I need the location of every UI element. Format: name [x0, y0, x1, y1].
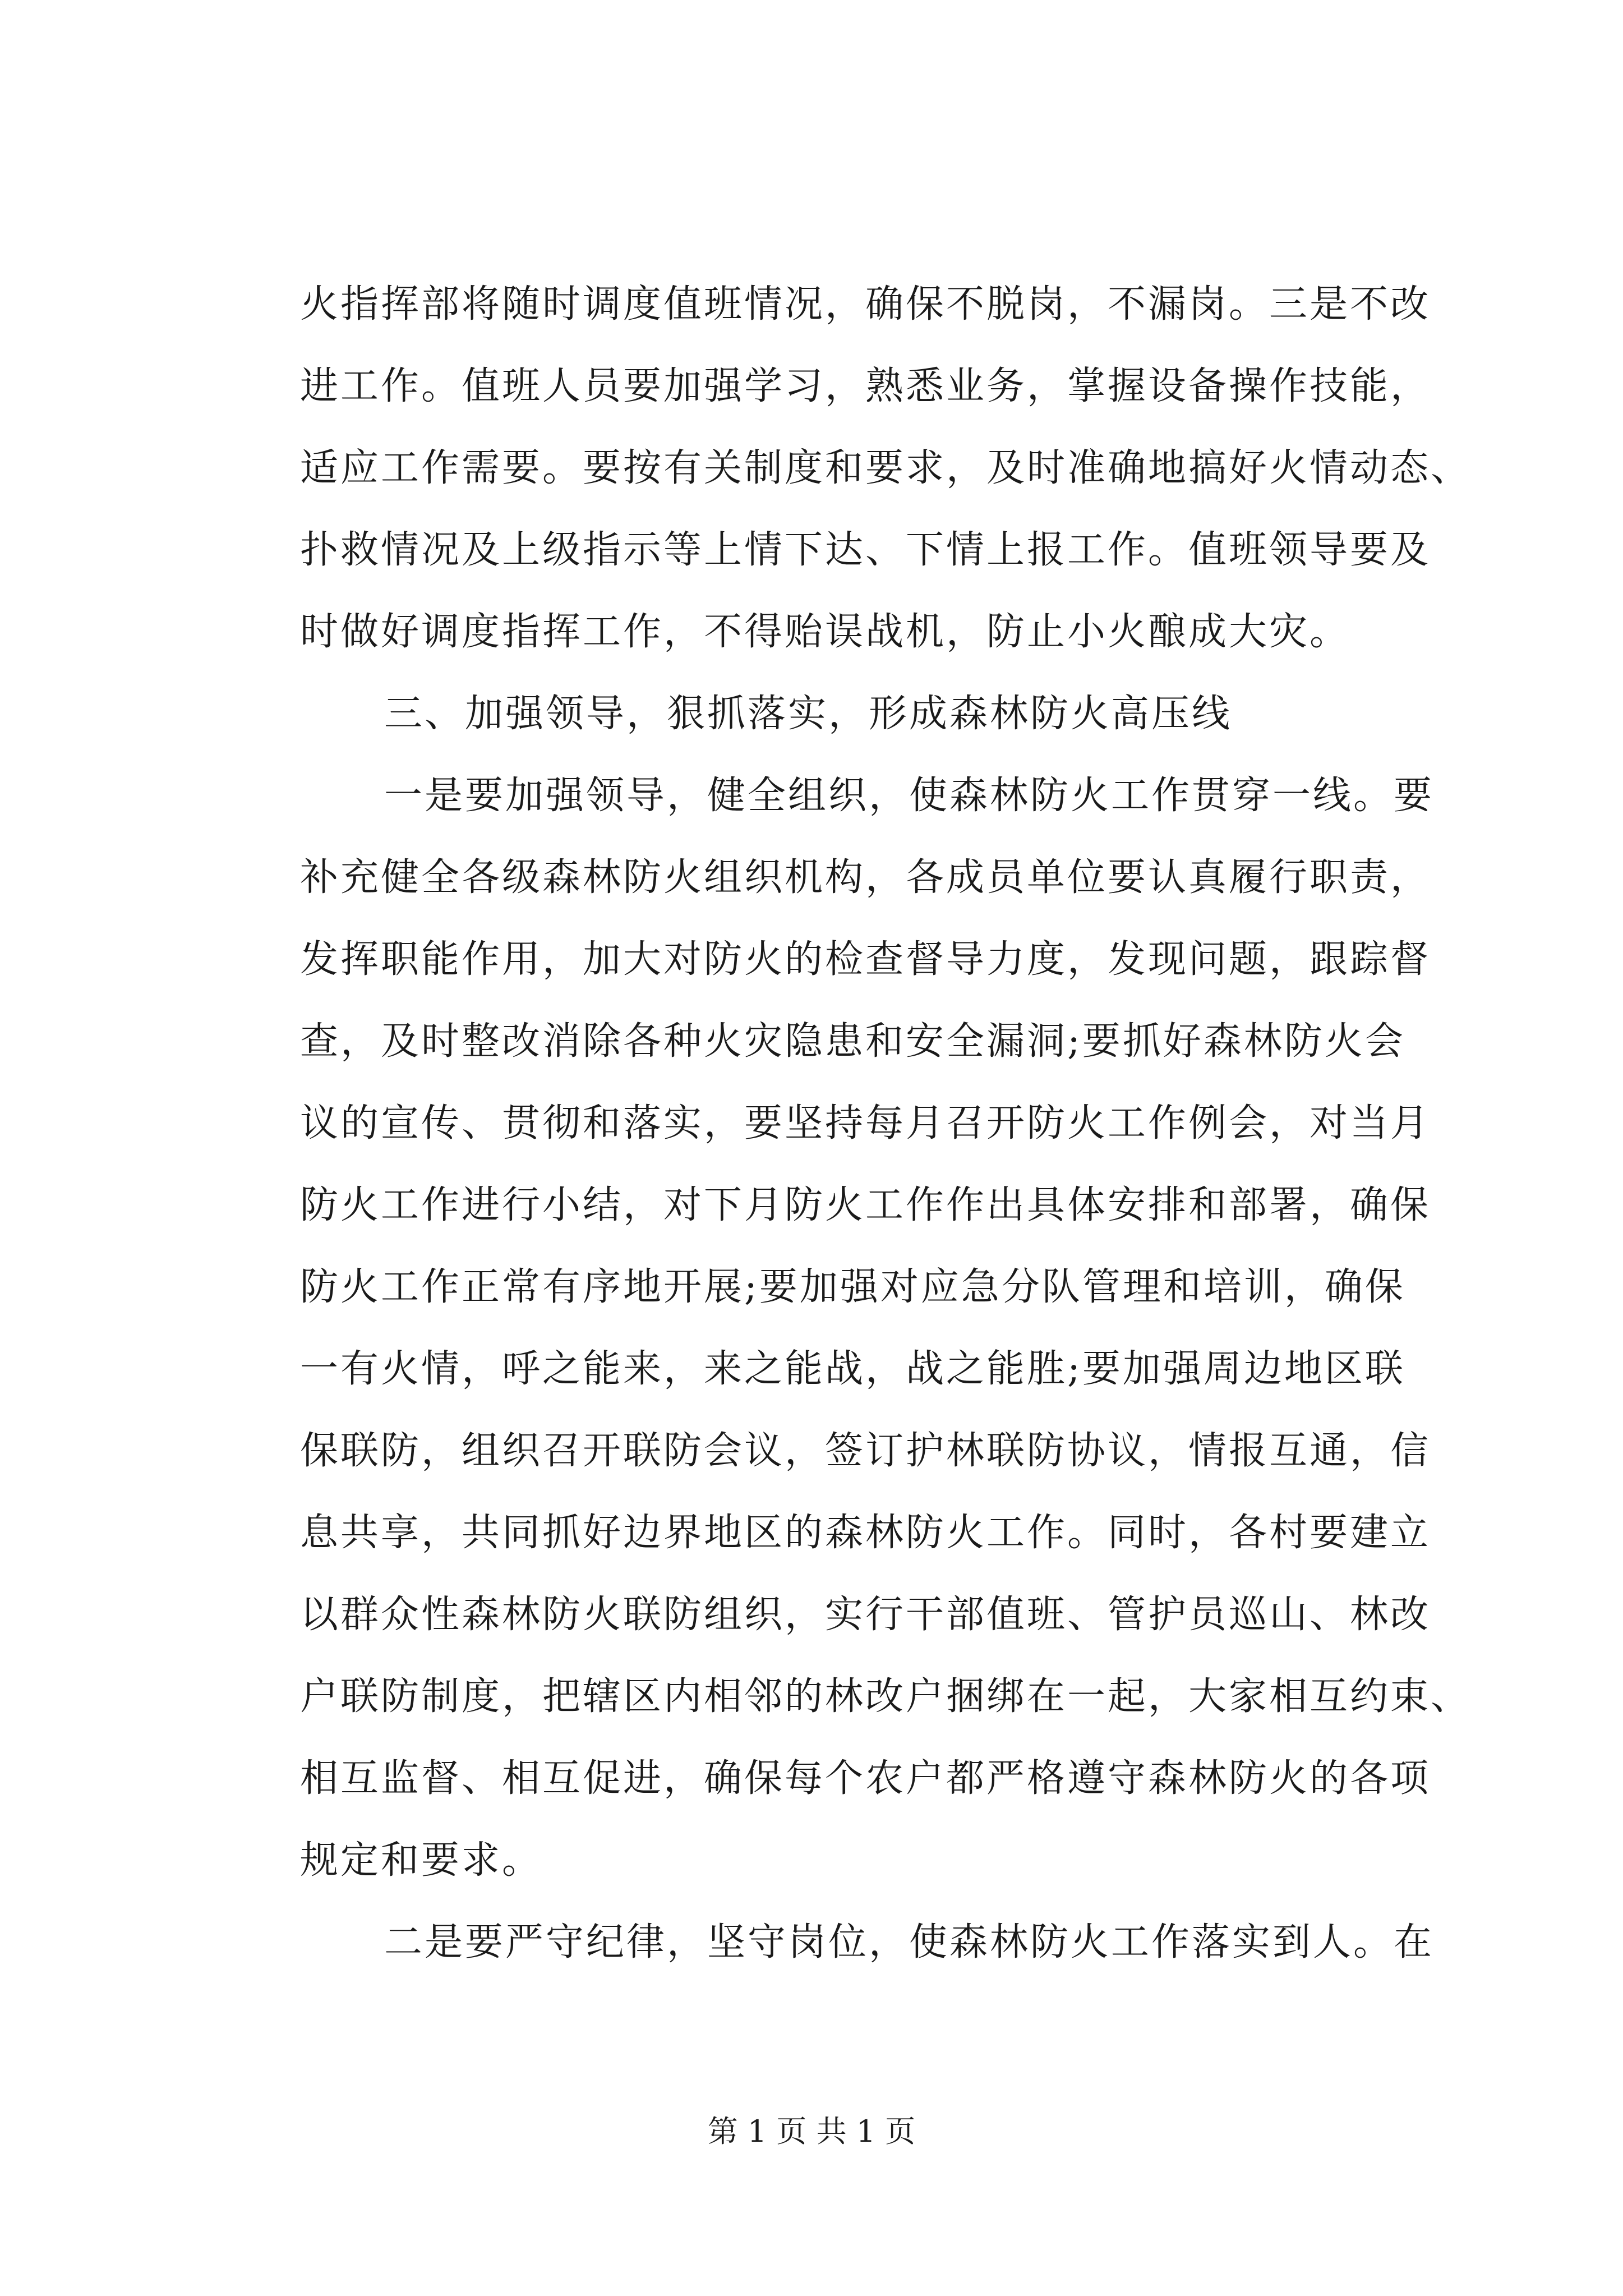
text-line-20: 规定和要求。	[300, 1838, 543, 1883]
page-footer: 第 1 页 共 1 页	[707, 2114, 916, 2149]
text-line-15: 保联防，组织召开联防会议，签订护林联防协议，情报互通，信	[300, 1429, 1431, 1473]
text-line-14: 一有火情，呼之能来，来之能战，战之能胜;要加强周边地区联	[300, 1347, 1405, 1391]
text-line-13: 防火工作正常有序地开展;要加强对应急分队管理和培训，确保	[300, 1265, 1405, 1309]
text-line-3: 适应工作需要。要按有关制度和要求，及时准确地搞好火情动态、	[300, 446, 1472, 490]
document-body	[300, 264, 1472, 1984]
text-line-19: 相互监督、相互促进，确保每个农户都严格遵守森林防火的各项	[300, 1756, 1431, 1801]
text-line-10: 查，及时整改消除各种火灾隐患和安全漏洞;要抓好森林防火会	[300, 1019, 1405, 1064]
text-line-1: 火指挥部将随时调度值班情况，确保不脱岗，不漏岗。三是不改	[300, 282, 1431, 326]
text-line-9: 发挥职能作用，加大对防火的检查督导力度，发现问题，跟踪督	[300, 937, 1431, 982]
text-line-11: 议的宣传、贯彻和落实，要坚持每月召开防火工作例会，对当月	[300, 1101, 1431, 1145]
text-line-16: 息共享，共同抓好边界地区的森林防火工作。同时，各村要建立	[300, 1511, 1431, 1555]
text-line-7: 一是要加强领导，健全组织，使森林防火工作贯穿一线。要	[384, 774, 1435, 818]
text-line-4: 扑救情况及上级指示等上情下达、下情上报工作。值班领导要及	[300, 528, 1431, 572]
section-heading: 三、加强领导，狠抓落实，形成森林防火高压线	[384, 692, 1233, 736]
text-line-17: 以群众性森林防火联防组织，实行干部值班、管护员巡山、林改	[300, 1593, 1431, 1637]
text-line-8: 补充健全各级森林防火组织机构，各成员单位要认真履行职责，	[300, 855, 1431, 900]
text-line-5: 时做好调度指挥工作，不得贻误战机，防止小火酿成大灾。	[300, 610, 1350, 654]
text-line-21: 二是要严守纪律，坚守岗位，使森林防火工作落实到人。在	[384, 1920, 1435, 1964]
text-line-12: 防火工作进行小结，对下月防火工作作出具体安排和部署，确保	[300, 1183, 1431, 1227]
text-line-2: 进工作。值班人员要加强学习，熟悉业务，掌握设备操作技能，	[300, 364, 1431, 408]
text-line-18: 户联防制度，把辖区内相邻的林改户捆绑在一起，大家相互约束、	[300, 1674, 1472, 1719]
